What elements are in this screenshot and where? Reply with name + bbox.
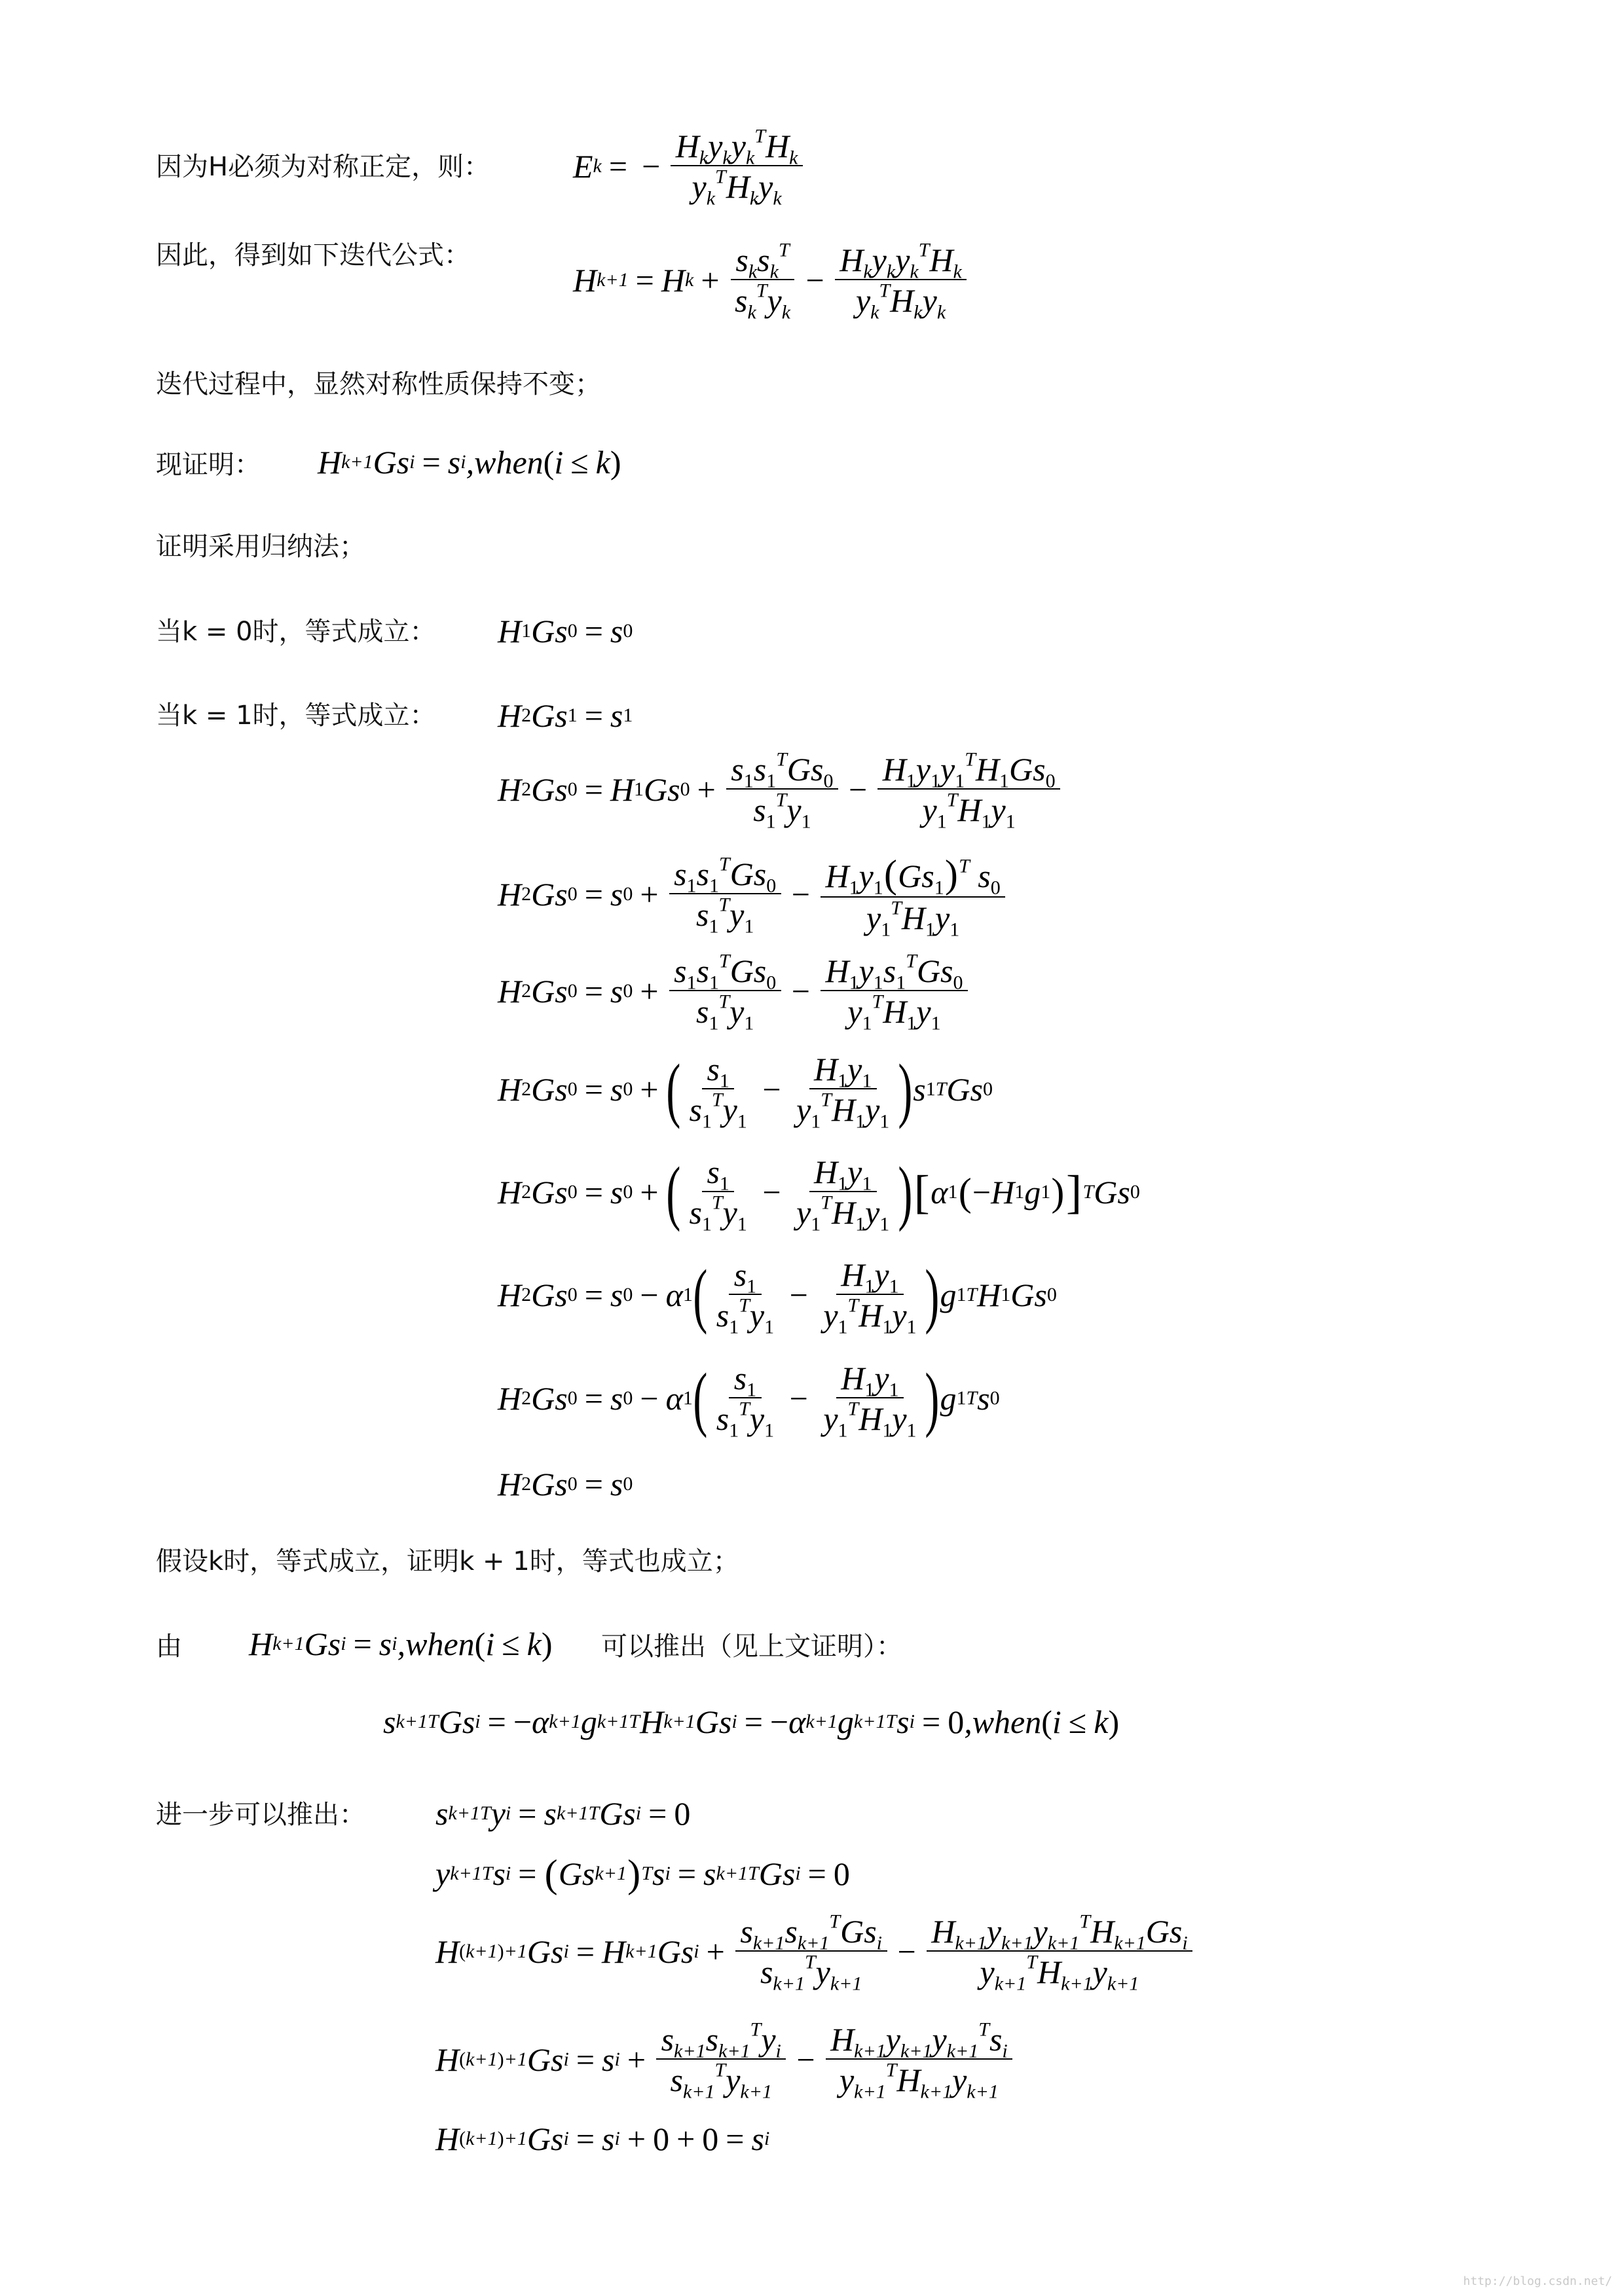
formula-further-4: H (k+1)+1 Gs i = s i + $\frac{s_{k+1}s_{k+1}^Ty_i}{s_{k+1}^Ty_{k+1}}$ − $\frac{H_{k+1}y_{k+1}y_{k+1}^Ts_i}{y_{k+1}^TH_{k+1}y_{k+1}}$	[435, 2023, 1016, 2096]
text-symmetric-positive-definite: 因为H必须为对称正定，则：	[156, 152, 490, 182]
formula-step-8: H 2 Gs 0 = s 0	[498, 1466, 633, 1503]
formula-h1-gs0: H 1 Gs 0 = s 0	[498, 613, 633, 649]
formula-step-2: H 2 Gs 0 = s 0 + $\frac{s_1s_1^TGs_0}{s_1^Ty_1}$ − $\frac{H_1y_1(Gs_1)^T s_0}{y_1^TH_1y_1}$	[498, 854, 1008, 934]
formula-claim: H k+1 Gs i = s i ,when ( i ≤ k )	[318, 444, 621, 481]
formula-step-5: H 2 Gs 0 = s 0 + ( $\frac{s_1}{s_1^Ty_1}$ − $\frac{H_1y_1}{y_1^TH_1y_1}$ ) [ α 1 ( − H 1 g 1 ) ] T Gs 0	[498, 1152, 1140, 1235]
formula-step-7: H 2 Gs 0 = s 0 − α 1 ( $\frac{s_1}{s_1^Ty_1}$ − $\frac{H_1y_1}{y_1^TH_1y_1}$ ) g 1 T s 0	[498, 1358, 1000, 1442]
formula-step-4: H 2 Gs 0 = s 0 + ( $\frac{s_1}{s_1^Ty_1}$ − $\frac{H_1y_1}{y_1^TH_1y_1}$ ) s 1 T Gs 0	[498, 1049, 993, 1133]
text-further-deduce: 进一步可以推出：	[156, 1800, 365, 1830]
text-case-k1: 当k = 1时，等式成立：	[156, 701, 436, 731]
formula-ek: E k = − $\frac{H_ky_ky_k^TH_k}{y_k^TH_ky_k}$	[573, 130, 806, 203]
watermark: http://blog.csdn.net/	[1463, 2274, 1612, 2288]
text-symmetry-preserved: 迭代过程中，显然对称性质保持不变；	[156, 369, 601, 399]
formula-hypothesis: H k+1 Gs i = s i ,when ( i ≤ k )	[249, 1626, 553, 1662]
text-case-k0: 当k = 0时，等式成立：	[156, 617, 436, 647]
text-induction-hypothesis: 假设k时，等式成立，证明k + 1时，等式也成立；	[156, 1546, 739, 1576]
formula-orthogonality: s k+1 T Gs i = − α k+1 g k+1 T H k+1 Gs i = − α k+1 g k+1 T s i = 0 ,when ( i ≤ k )	[383, 1704, 1120, 1740]
formula-step-1: H 2 Gs 0 = H 1 Gs 0 + $\frac{s_1s_1^TGs_0}{s_1^Ty_1}$ − $\frac{H_1y_1y_1^TH_1Gs_0}{y_1^TH_1y_1}$	[498, 753, 1063, 826]
text-induction: 证明采用归纳法；	[156, 532, 365, 562]
formula-step-6: H 2 Gs 0 = s 0 − α 1 ( $\frac{s_1}{s_1^Ty_1}$ − $\frac{H_1y_1}{y_1^TH_1y_1}$ ) g 1 T H 1 Gs 0	[498, 1255, 1057, 1338]
formula-further-5: H (k+1)+1 Gs i = s i + 0 + 0 = s i	[435, 2121, 770, 2157]
text-can-deduce: 可以推出（见上文证明）：	[601, 1631, 902, 1662]
formula-further-1: s k+1 T y i = s k+1 T Gs i = 0	[435, 1795, 691, 1832]
text-iteration-formula: 因此，得到如下迭代公式：	[156, 240, 470, 270]
formula-h2-gs1: H 2 Gs 1 = s 1	[498, 697, 633, 734]
text-now-prove: 现证明：	[156, 450, 261, 480]
formula-step-3: H 2 Gs 0 = s 0 + $\frac{s_1s_1^TGs_0}{s_1^Ty_1}$ − $\frac{H_1y_1s_1^TGs_0}{y_1^TH_1y_1}$	[498, 955, 971, 1028]
formula-iteration: H k+1 = H k + $\frac{s_ks_k^T}{s_k^Ty_k}$ − $\frac{H_ky_ky_k^TH_k}{y_k^TH_ky_k}$	[573, 244, 970, 317]
formula-further-3: H (k+1)+1 Gs i = H k+1 Gs i + $\frac{s_{k+1}s_{k+1}^TGs_i}{s_{k+1}^Ty_{k+1}}$ − $\frac{H_{k+1}y_{k+1}y_{k+1}^TH_{k+1}Gs_i}{y_{k+1}^TH_{k+1}y_{k+1}}$	[435, 1915, 1196, 1988]
text-from: 由	[156, 1631, 182, 1662]
formula-further-2: y k+1 T s i = ( Gs k+1 ) T s i = s k+1 T Gs i = 0	[435, 1852, 850, 1895]
